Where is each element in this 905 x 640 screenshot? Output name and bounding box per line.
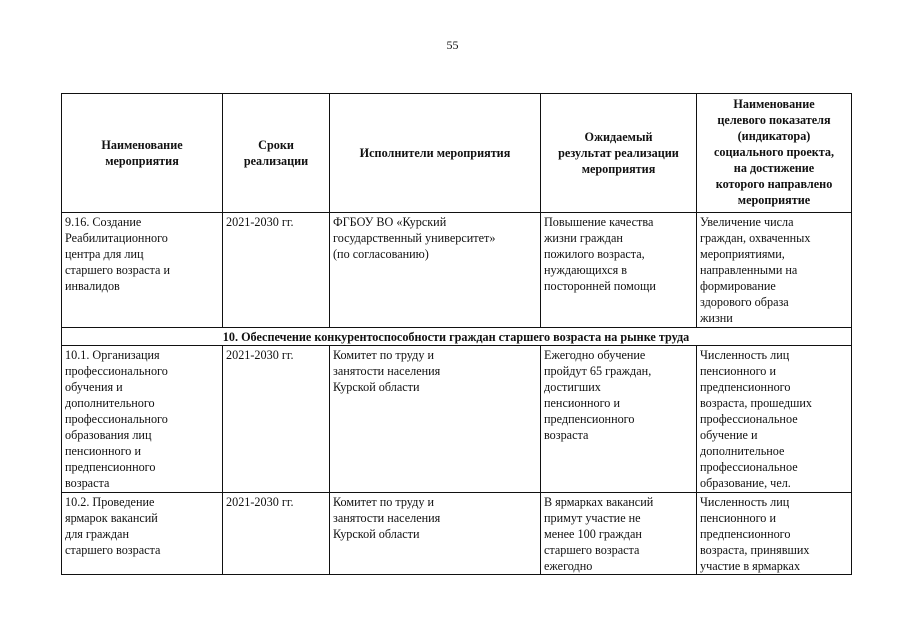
cell-result: В ярмарках вакансий примут участие не менее 100 граждан старшего возраста ежегодно	[541, 493, 697, 575]
table-header-row	[62, 94, 852, 213]
section-title: 10. Обеспечение конкурентоспособности граждан старшего возраста на рынке труда	[62, 328, 852, 346]
cell-result: Повышение качества жизни граждан пожилого возраста, нуждающихся в посторонней помощи	[541, 213, 697, 328]
header-target-indicator: Наименование целевого показателя (индикатора) социального проекта, на достижение которого направлено мероприятие	[697, 94, 852, 213]
header-period: Сроки реализации	[223, 94, 330, 213]
cell-period: 2021-2030 гг.	[223, 493, 330, 575]
cell-executors: ФГБОУ ВО «Курский государственный университет» (по согласованию)	[330, 213, 541, 328]
cell-result: Ежегодно обучение пройдут 65 граждан, достигших пенсионного и предпенсионного возраста	[541, 346, 697, 493]
table-row	[62, 346, 852, 493]
cell-executors: Комитет по труду и занятости населения Курской области	[330, 346, 541, 493]
header-measure-name: Наименование мероприятия	[62, 94, 223, 213]
cell-indicator: Численность лиц пенсионного и предпенсионного возраста, принявших участие в ярмарках	[697, 493, 852, 575]
cell-name: 10.2. Проведение ярмарок вакансий для граждан старшего возраста	[62, 493, 223, 575]
table-row	[62, 213, 852, 328]
page-number: 55	[446, 38, 459, 52]
cell-period: 2021-2030 гг.	[223, 213, 330, 328]
cell-indicator: Увеличение числа граждан, охваченных мероприятиями, направленными на формирование здорового образа жизни	[697, 213, 852, 328]
measures-table	[61, 93, 852, 575]
header-executors: Исполнители мероприятия	[330, 94, 541, 213]
cell-name: 10.1. Организация профессионального обучения и дополнительного профессионального образования лиц пенсионного и предпенсионного возраста	[62, 346, 223, 493]
cell-indicator: Численность лиц пенсионного и предпенсионного возраста, прошедших профессиональное обучение и дополнительное профессиональное образование, чел.	[697, 346, 852, 493]
cell-executors: Комитет по труду и занятости населения Курской области	[330, 493, 541, 575]
cell-name: 9.16. Создание Реабилитационного центра для лиц старшего возраста и инвалидов	[62, 213, 223, 328]
section-row	[62, 328, 852, 346]
table-row	[62, 493, 852, 575]
header-expected-result: Ожидаемый результат реализации мероприятия	[541, 94, 697, 213]
cell-period: 2021-2030 гг.	[223, 346, 330, 493]
